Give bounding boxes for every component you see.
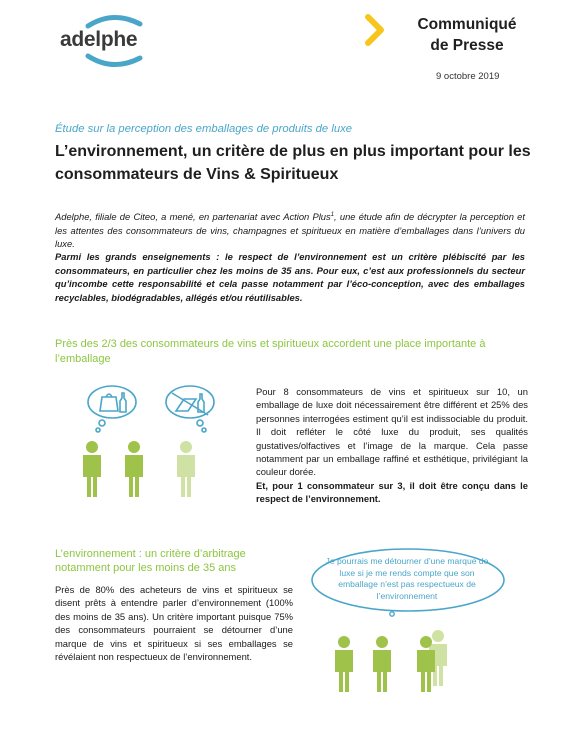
thought-bubble-icon [88, 386, 136, 432]
thought-bubble-icon [166, 386, 214, 432]
consumers-thinking-illustration [72, 385, 232, 500]
intro-paragraph-2: Parmi les grands enseignements : le respect de l’environnement est un critère plébiscité par les consommateurs, en particulier chez les moins de 35 ans. Pour eux, c’est aux professionnels du secteur qu’incombe cette responsabilité et cela passe notamment par l’éco-conception, avec des emballages recyclables, biodégradables, allégés et/ou réutilisables. [55, 251, 525, 303]
press-date: 9 octobre 2019 [436, 71, 500, 82]
person-icon [373, 636, 391, 692]
section1-body: Pour 8 consommateurs de vins et spiritueux sur 10, un emballage de luxe doit nécessairement être différent et 25% des personnes interrogées estiment qu’il est indissociable du produit. Il doit refléter le côté luxe du produit, ses qualités gustatives/olfactives et l’image de la marque. Cela passe notamment par un emballage raffiné et esthétique, privilégiant la couleur dorée. Et, pour 1 consommateur sur 3, il doit être conçu dans le respect de l’environnement. [256, 386, 528, 505]
logo-text: adelphe [60, 28, 138, 51]
section1-title: Près des 2/3 des consommateurs de vins et spiritueux accordent une place importante à l’emballage [55, 338, 486, 365]
article-kicker: Étude sur la perception des emballages de produits de luxe [55, 123, 353, 135]
section2-title: L’environnement : un critère d’arbitrage notamment pour les moins de 35 ans [55, 548, 246, 574]
article-headline: L’environnement, un critère de plus en plus important pour les consommateurs de Vins & Spiritueux [55, 143, 531, 183]
consumers-group-illustration [330, 618, 490, 706]
person-icon [125, 441, 143, 497]
person-icon [83, 441, 101, 497]
press-release-title: Communiqué de Presse [417, 16, 517, 54]
intro-paragraph-1: Adelphe, filiale de Citeo, a mené, en partenariat avec Action Plus$^1$, une étude afin de décrypter la perception et les attentes des consommateurs de vins, champagnes et spiritueux en matière d’emballages dans l’univers du luxe. [55, 211, 525, 249]
consumer-quote: Je pourrais me détourner d’une marque de luxe si je me rends compte que son emballage n’est pas respectueux de l’environnement [325, 556, 489, 601]
section2-body: Près de 80% des acheteurs de vins et spiritueux se disent prêts à entendre parler d’environnement (100% des moins de 35 ans). Un critère important puisque 75% des consommateurs pourraient se détourner d’une marque de vins et spiritueux si ses emballages se révélaient non respectueux de l’environnement. [55, 584, 293, 663]
person-icon [335, 636, 353, 692]
person-icon [177, 441, 195, 497]
article-intro [55, 209, 525, 304]
chevron-right-icon [364, 14, 386, 46]
